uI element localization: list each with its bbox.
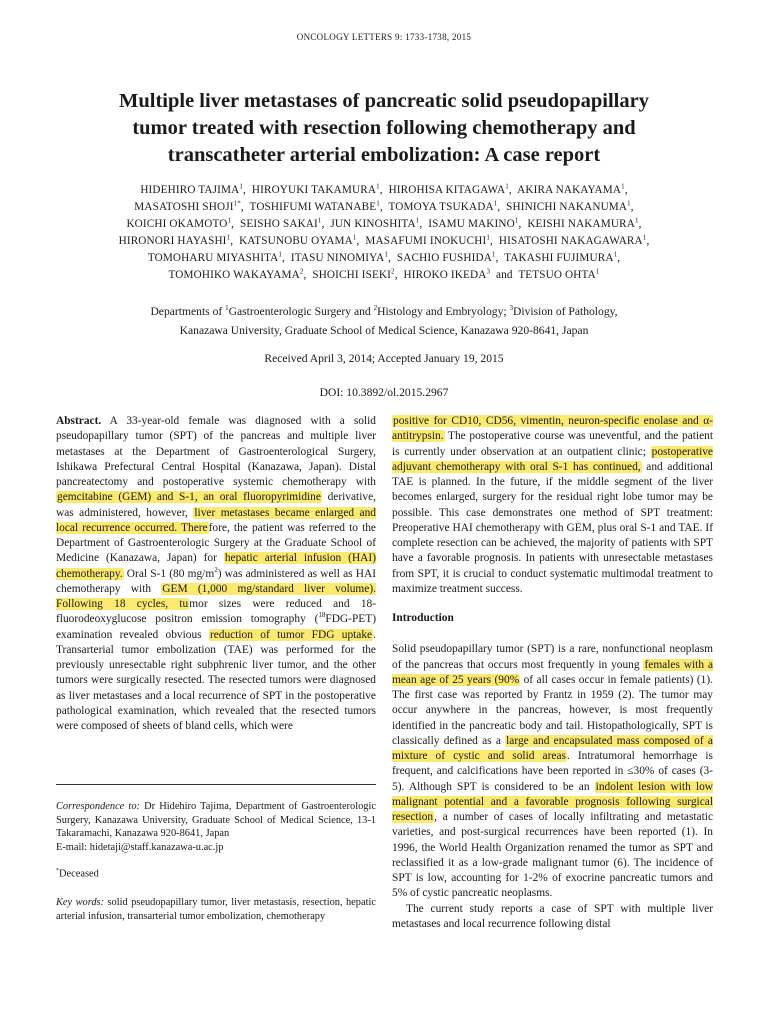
author-name: TOSHIFUMI WATANABE$^1$,	[249, 199, 389, 214]
affiliation-superscript: 2	[373, 304, 378, 313]
author-name-text: TOMOYA TSUKADA	[388, 201, 494, 214]
author-superscript: 1	[415, 216, 420, 225]
author-superscript: 1	[595, 267, 600, 276]
author-superscript: 1	[226, 233, 231, 242]
author-superscript: 1	[239, 182, 244, 191]
superscript: 2	[214, 565, 218, 574]
received-accepted-dates: Received April 3, 2014; Accepted January 19, 2015	[264, 352, 504, 365]
author-name: HIROHISA KITAGAWA$^1$,	[388, 182, 518, 196]
author-superscript: 1	[493, 199, 498, 208]
author-name: SACHIO FUSHIDA$^1$,	[396, 250, 505, 265]
title-line-1: Multiple liver metastases of pancreatic solid pseudopapillary	[119, 90, 649, 112]
affiliation-text: Gastroenterologic Surgery and	[228, 305, 374, 318]
highlight: GEM (1,000 mg/standard liver volume). Following 18 cycles, tu	[56, 582, 376, 610]
author-name: SHINICHI NAKANUMA$^1$,	[506, 199, 634, 214]
abstract-text: A 33-year-old female was diagnosed with a solid pseudopapillary tumor (SPT) of the pancreas and multiple liver metastases at the Department of Gastroenterological Surgery, Ishikawa Prefectural Central Hospital (Kanazawa, Japan). Distal pancreatectomy and postoperative systemic chemotherapy with	[56, 415, 376, 488]
author-superscript: 2	[299, 267, 304, 276]
deceased-mark: *	[56, 868, 59, 874]
right-column	[392, 414, 713, 932]
author-line	[60, 267, 708, 284]
author-name-text: and	[496, 269, 513, 282]
author-name: HISATOSHI NAKAGAWARA$^1$,	[498, 233, 650, 248]
introduction-heading: Introduction	[392, 612, 454, 624]
author-superscript: 1	[621, 182, 625, 191]
author-line	[60, 216, 708, 233]
footnote-divider	[56, 784, 376, 785]
superscript: 18	[318, 611, 326, 620]
author-name-text: KATSUNOBU OYAMA	[239, 235, 353, 248]
affiliation-superscript: 3	[509, 304, 513, 313]
highlight: females with a mean age of 25 years (90%	[392, 658, 713, 686]
correspondence	[56, 800, 376, 854]
affiliation-superscript: 1	[225, 304, 229, 313]
author-name-text: JUN KINOSHITA	[330, 218, 416, 231]
author-superscript: 1	[486, 233, 491, 242]
correspondence-text: Dr Hidehiro Tajima, Department of Gastroenterologic Surgery, Kanazawa University, Graduate School of Medical Science, 13-1 Takaramachi, Kanazawa 920-8641, Japan	[56, 801, 376, 839]
affiliation-text: Histology and Embryology;	[377, 305, 510, 318]
deceased-text: Deceased	[59, 868, 99, 880]
author-name: TAKASHI FUJIMURA$^1$,	[504, 250, 621, 265]
author-name-text: TAKASHI FUJIMURA	[504, 252, 614, 265]
author-name: HIRONORI HAYASHI$^1$,	[118, 233, 240, 248]
correspondence-label: Correspondence to:	[56, 801, 140, 812]
author-name-text: HIRONORI HAYASHI	[118, 235, 227, 248]
author-name	[518, 269, 599, 281]
body-text: of all cases occur in female patients) (1). The first case was reported by Frantz in 1959 (2). The tumor may occur anywhere in the pancreas, however, is most frequently identified in the pancreatic body and tail. Histopathologically, SPT is classically defined as a	[392, 673, 713, 747]
author-name-text: ISAMU MAKINO	[428, 218, 515, 231]
title-line-2: tumor treated with resection following chemotherapy and	[132, 117, 636, 139]
author-name-text: HIROHISA KITAGAWA	[388, 184, 506, 196]
author-name-text: SACHIO FUSHIDA	[396, 252, 492, 265]
body-text: , a number of cases of locally infiltrating and metastatic varieties, and post-surgical recurrences have been reported (1). In 1996, the World Health Organization renamed the tumor as SPT and reclassified it as a low-grade malignant tumor (6). The incidence of SPT is low, accounting for 1-2% of exocrine pancreatic tumors and 5% of cystic pancreatic neoplasms.	[392, 811, 713, 900]
author-name-text: TOMOHIKO WAKAYAMA	[168, 269, 300, 282]
author-name-text: KEISHI NAKAMURA	[527, 218, 635, 231]
author-name: TOMOHARU MIYASHITA$^1$,	[147, 250, 291, 265]
author-name: JUN KINOSHITA$^1$,	[330, 216, 429, 231]
article-title	[60, 88, 708, 169]
author-superscript: 1	[514, 216, 519, 225]
author-name-text: TETSUO OHTA	[518, 269, 596, 282]
author-superscript: 1	[227, 216, 232, 225]
author-name: HIROYUKI TAKAMURA$^1$,	[251, 182, 389, 196]
author-superscript: 1	[376, 182, 380, 191]
author-superscript: 1	[505, 182, 509, 191]
highlight: positive for CD10, CD56, vimentin, neuron-specific enolase and α-antitrypsin.	[392, 415, 713, 443]
author-name-text: AKIRA NAKAYAMA	[517, 184, 622, 196]
author-name: AKIRA NAKAYAMA$^1$,	[517, 182, 628, 196]
author-name: HIDEHIRO TAJIMA$^1$,	[140, 182, 252, 196]
abstract-label: Abstract.	[56, 415, 102, 427]
correspondence-email[interactable]: E-mail: hidetaji@staff.kanazawa-u.ac.jp	[56, 841, 224, 853]
body-text: Solid pseudopapillary tumor (SPT) is a rare, nonfunctional neoplasm of the pancreas that occurs most frequently in young	[392, 643, 713, 671]
highlight: gemcitabine (GEM) and S-1, an oral fluoropyrimidine	[57, 491, 321, 504]
abstract-text: Oral S-1 (80 mg/m	[123, 567, 215, 580]
author-name: ISAMU MAKINO$^1$,	[428, 216, 528, 231]
author-superscript: 1	[352, 233, 357, 242]
highlight: indolent lesion with low malignant potential and a favorable prognosis following surgical resection	[392, 780, 713, 823]
author-name-text: MASATOSHI SHOJI	[134, 201, 234, 214]
author-name	[404, 269, 496, 281]
highlight: hepatic arterial infusion (HAI) chemotherapy.	[56, 552, 376, 580]
author-name-text: ITASU NINOMIYA	[290, 252, 385, 265]
author-name: MASATOSHI $SHOJI^{1*}$,	[134, 199, 250, 214]
affiliation-text: Division of Pathology,	[513, 305, 618, 318]
affiliation-text: Departments of	[150, 305, 226, 318]
deceased-note	[56, 868, 376, 879]
author-name-text: HIROYUKI TAKAMURA	[251, 184, 377, 196]
abstract-text: . Transarterial tumor embolization (TAE) was performed for the previously unresectable right subphrenic liver tumor, and the other tumors were surgically resected. The resected tumors were diagnosed as liver metastases and a local recurrence of SPT in the postoperative pathological examination, which revealed that the resected tumors were composed of sheets of bland cells, which were	[56, 628, 376, 732]
author-name: KATSUNOBU OYAMA$^1$,	[239, 233, 366, 248]
affiliation-line-1	[60, 302, 708, 321]
highlight: liver metastases became enlarged and local recurrence occurred. There	[56, 506, 376, 534]
author-line	[60, 199, 708, 216]
author-name-text: SHINICHI NAKANUMA	[506, 201, 628, 214]
author-name-text: TOSHIFUMI WATANABE	[249, 201, 377, 214]
author-conjunction	[496, 269, 518, 281]
affiliation	[60, 302, 708, 340]
author-list	[60, 182, 708, 285]
abstract-text: ) was administered as well as HAI chemotherapy with	[56, 567, 376, 595]
author-name-text: SEISHO SAKAI	[239, 218, 318, 231]
author-superscript: 1	[642, 233, 647, 242]
author-name-text: SHOICHI ISEKI	[312, 269, 392, 282]
author-superscript: 1	[278, 250, 283, 259]
highlight: reduction of tumor FDG uptake	[209, 628, 373, 641]
author-line	[60, 182, 708, 199]
title-line-3: transcatheter arterial embolization: A case report	[167, 144, 601, 166]
author-superscript: 1*	[233, 199, 241, 208]
introduction-paragraph-1	[392, 642, 713, 901]
author-name-text: HIROKO IKEDA	[403, 269, 487, 282]
author-name: KOICHI OKAMOTO$^1$,	[126, 216, 240, 231]
author-superscript: 1	[613, 250, 618, 259]
author-superscript: 1	[491, 250, 496, 259]
abstract-paragraph	[56, 414, 376, 734]
abstract-text: FDG-PET) examination revealed obvious	[56, 613, 376, 641]
author-name: ITASU NINOMIYA$^1$,	[290, 250, 397, 265]
highlight: large and encapsulated mass composed of a mixture of cystic and solid areas	[392, 734, 713, 762]
introduction-paragraph-2: The current study reports a case of SPT with multiple liver metastases and local recurrence following distal	[392, 902, 713, 930]
abstract-text: fore, the patient was referred to the Department of Gastroenterologic Surgery at the Graduate School of Medicine (Kanazawa, Japan) for	[56, 521, 376, 565]
author-line	[60, 233, 708, 250]
doi-link[interactable]: DOI: 10.3892/ol.2015.2967	[319, 386, 449, 399]
abstract-continuation	[392, 414, 713, 597]
highlight: postoperative adjuvant chemotherapy with oral S-1 has continued,	[392, 445, 713, 473]
author-name: TOMOYA TSUKADA$^1$,	[388, 199, 507, 214]
author-line	[60, 250, 708, 267]
affiliation-line-2: Kanazawa University, Graduate School of Medical Science, Kanazawa 920-8641, Japan	[179, 324, 589, 337]
author-name: SHOICHI ISEKI$^2$,	[312, 267, 404, 282]
author-name-text: HISATOSHI NAKAGAWARA	[498, 235, 643, 248]
author-name-text: MASAFUMI INOKUCHI	[365, 235, 487, 248]
author-name-text: KOICHI OKAMOTO	[126, 218, 228, 231]
abstract-text: derivative, was administered, however,	[56, 491, 376, 519]
author-name-text: HIDEHIRO TAJIMA	[140, 184, 240, 196]
keywords	[56, 896, 376, 924]
author-name-text: TOMOHARU MIYASHITA	[147, 252, 279, 265]
author-superscript: 1	[627, 199, 631, 208]
journal-header: ONCOLOGY LETTERS 9: 1733-1738, 2015	[296, 32, 472, 42]
keywords-text: solid pseudopapillary tumor, liver metastasis, resection, hepatic arterial infusion, transarterial tumor embolization, chemotherapy	[56, 897, 376, 922]
author-superscript: 2	[391, 267, 395, 276]
author-name: TOMOHIKO WAKAYAMA$^2$,	[168, 267, 313, 282]
author-superscript: 1	[634, 216, 639, 225]
author-superscript: 3	[486, 267, 491, 276]
author-superscript: 1	[376, 199, 380, 208]
body-text: . Intratumoral hemorrhage is frequent, and calcifications have been reported in ≤30% of cases (3-5). Although SPT is considered to be an	[392, 750, 713, 793]
abstract-text: mor sizes were reduced and 18-fluorodeoxyglucose positron emission tomography (	[56, 598, 376, 626]
abstract-text: and additional TAE is planned. In the future, if the middle segment of the liver becomes enlarged, surgery for the residual right lobe tumor may be possible. This case demonstrates one method of SPT treatment: Preoperative HAI chemotherapy with GEM, plus oral S-1 and TAE. If complete resection can be achieved, the majority of patients with SPT have a favorable prognosis. In patients with unresectable metastases from SPT, it is crucial to conduct systematic multimodal treatment to maximize treatment success.	[392, 460, 713, 595]
keywords-label: Key words:	[56, 897, 105, 908]
author-name: KEISHI NAKAMURA$^1$,	[527, 216, 642, 231]
author-name: MASAFUMI INOKUCHI$^1$,	[365, 233, 499, 248]
author-name: SEISHO SAKAI$^1$,	[239, 216, 331, 231]
abstract-column	[56, 414, 376, 734]
author-superscript: 1	[317, 216, 322, 225]
abstract-text: The postoperative course was uneventful, and the patient is currently under observation at an outpatient clinic;	[392, 430, 713, 458]
author-superscript: 1	[384, 250, 389, 259]
